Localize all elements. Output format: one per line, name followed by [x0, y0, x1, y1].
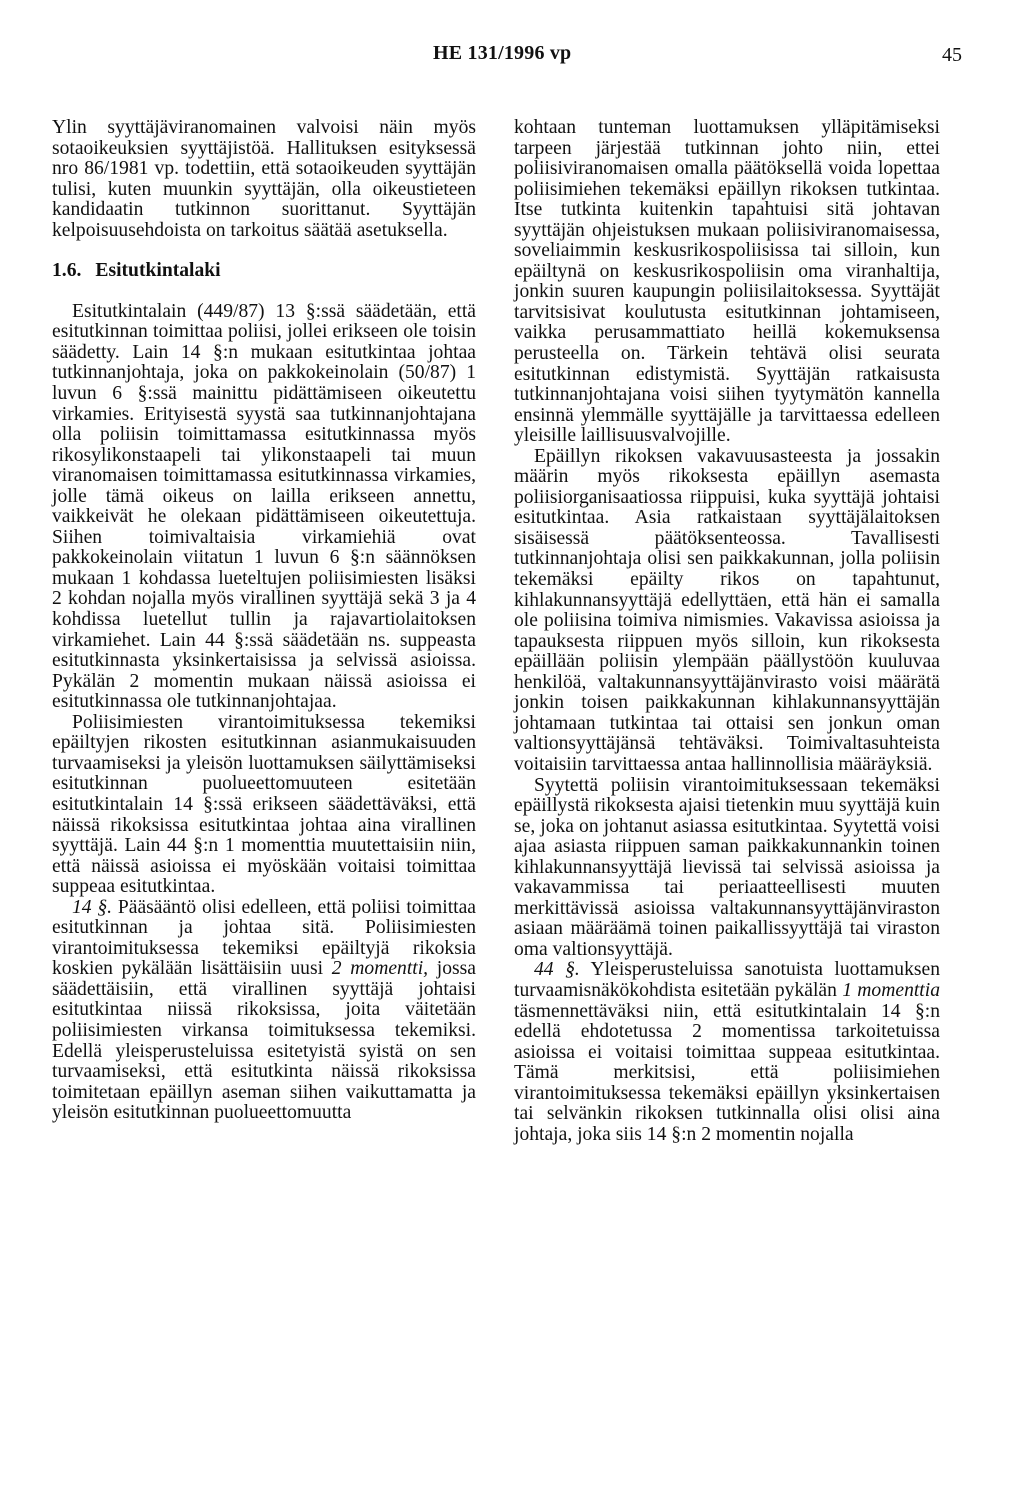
paragraph-text: Pääsääntö olisi edelleen, että poliisi toimittaa esitutkinnan ja johtaa sitä. Poliisimiesten virantoimituksessa tekemiksi epäiltyjä rikoksia koskien pykälään lisättäisiin uusi	[52, 896, 476, 980]
paragraph: Poliisimiesten virantoimituksessa tekemiksi epäiltyjen rikosten esitutkinnan asianmukaisuuden turvaamiseksi ja yleisön luottamuksen säilyttämiseksi esitutkinnan puolueettomuuteen esitetään esitutkintalain 14 §:ssä erikseen säädettäväksi, että näissä rikoksissa esitutkintaa johtaa aina virallinen syyttäjä. Lain 44 §:n 1 momenttia muutettaisiin niin, että näissä asioissa ei myöskään voitaisi toimittaa suppeaa esitutkintaa.	[52, 711, 476, 898]
paragraph: Epäillyn rikoksen vakavuusasteesta ja jossakin määrin myös rikoksesta epäillyn asemasta poliisiorganisaatiossa riippuisi, kuka syyttäjä johtaisi esitutkintaa. Asia ratkaistaan syyttäjälaitoksen sisäisessä päätöksenteossa. Tavallisesti tutkinnanjohtaja olisi sen paikkakunnan, jolla poliisin tekemäksi epäilty rikos on tapahtunut, kihlakunnansyyttäjä edellyttäen, että hän ei samalla ole poliisina toimiva nimismies. Vakavissa asioissa ja tapauksesta riippuen myös silloin, kun rikoksesta epäillään poliisin ylempään päällystöön kuuluvaa henkilöä, valtakunnansyyttäjänvirasto voisi määrätä jonkin toisen paikkakunnan kihlakunnansyyttäjän johtamaan tutkintaa tai ottaisi sen jonkun oman valtionsyyttäjänsä tehtäväksi. Toimivaltasuhteista voitaisiin tarvittaessa antaa hallinnollisia määräyksiä.	[514, 445, 940, 775]
paragraph-text: täsmennettäväksi niin, että esitutkintalain 14 §:n edellä ehdotetussa 2 momentissa tarkoitetuissa asioissa ei voitaisi toimittaa suppeaa esitutkintaa. Tämä merkitsisi, että poliisimiehen virantoimituksessa tekemäksi epäillyn yksinkertaisen tai selvänkin rikoksen tutkinnalla olisi olisi aina johtaja, joka siis 14 §:n 2 momentin nojalla	[514, 1000, 940, 1145]
left-column	[52, 118, 476, 1124]
section-title: Esitutkintalaki	[95, 260, 221, 282]
document-id: HE 131/1996 vp	[433, 42, 572, 64]
section-number: 1.6.	[52, 260, 82, 282]
section-reference: 44 §.	[534, 959, 580, 981]
paragraph: kohtaan tunteman luottamuksen ylläpitämiseksi tarpeen järjestää tutkinnan johto niin, ettei poliisiviranomaisen omalla päätöksellä voida lopettaa poliisimiehen tekemäksi epäillyn rikoksen tutkintaa. Itse tutkinta kuitenkin tapahtuisi sitä johtavan syyttäjän ohjeistuksen mukaan poliisiviranomaisessa, soveliaimmin keskusrikospoliisissa tai silloin, kun epäiltynä on keskusrikospoliisin oma viranhaltija, jonkin suuren kaupungin poliisilaitoksessa. Syyttäjät tarvitsisivat koulutusta esitutkinnan johtamiseen, vaikka perusammattiato heillä kokemuksensa perusteella on. Tärkein tehtävä olisi seurata esitutkinnan edistymistä. Syyttäjän ratkaisusta tutkinnanjohtajana voisi siihen tyytymätön kannella ensinnä ylemmälle syyttäjälle ja tarvittaessa edelleen yleisille laillisuusvalvojille.	[514, 117, 940, 447]
section-reference: 14 §.	[72, 896, 113, 918]
paragraph: Esitutkintalain (449/87) 13 §:ssä säädetään, että esitutkinnan toimittaa poliisi, jollei erikseen ole toisin säädetty. Lain 14 §:n mukaan esitutkintaa johtaa tutkinnanjohtaja, joka on pakkokeinolain (50/87) 1 luvun 6 §:ssä mainittu pidättämiseen oikeutettu virkamies. Erityisestä syystä saa tutkinnanjohtajana olla poliisin toimittamassa esitutkinnassa myös rikosylikonstaapeli tai ylikonstaapeli tai muun viranomaisen toimittamassa esitutkinnassa virkamies, jolle tämä oikeus on lailla erikseen annettu, vaikkeivät he olekaan pidättämiseen oikeutettuja. Siihen toimivaltaisia virkamiehiä ovat pakkokeinolain viitatun 1 luvun 6 §:n säännöksen mukaan 1 kohdassa lueteltujen poliisimiesten lisäksi 2 kohdan nojalla myös virallinen syyttäjä sekä 3 ja 4 kohdissa luetellut tullin ja rajavartiolaitoksen virkamiehet. Lain 44 §:ssä säädetään ns. suppeasta esitutkinnasta yksinkertaisissa ja selvissä asioissa. Pykälän 2 momentin mukaan näissä asioissa ei esitutkinnassa ole tutkinnanjohtajaa.	[52, 300, 476, 713]
paragraph-text: jossa säädettäisiin, että virallinen syyttäjä johtaisi esitutkintaa niissä rikoksissa, joita väitetään poliisimiesten virkansa toimituksessa tekemiksi. Edellä yleisperusteluissa esitetyistä syistä on sen turvaamiseksi, että esitutkinta näissä rikoksissa toimitetaan epäillyn aseman siihen vaikuttamatta ja yleisön esitutkinnan puolueettomuutta	[52, 958, 476, 1124]
paragraph-text: Yleisperusteluissa sanotuista luottamuksen turvaamisnäkökohdista esitetään pykälän	[514, 959, 941, 1001]
emphasis-text: 1 momenttia	[842, 979, 940, 1001]
paragraph: Syytettä poliisin virantoimituksessaan tekemäksi epäillystä rikoksesta ajaisi tietenkin muu syyttäjä kuin se, joka on johtanut asiassa esitutkintaa. Syytettä voisi ajaa asiasta riippuen saman paikkakunnankin toinen kihlakunnansyyttäjä lievissä tai selvissä asioissa ja vakavammissa tai periaatteellisesti muuten merkittävissä asioissa valtakunnansyyttäjänviraston asiaan määräämä toinen paikallissyyttäjä tai viraston oma valtionsyyttäjä.	[514, 774, 940, 960]
page-number: 45	[942, 44, 962, 66]
paragraph: Ylin syyttäjäviranomainen valvoisi näin myös sotaoikeuksien syyttäjistöä. Hallituksen esityksessä nro 86/1981 vp. todettiin, että sotaoikeuden syyttäjän tulisi, kuten muunkin syyttäjän, olla oikeustieteen kandidaatin tutkinnon suorittanut. Syyttäjän kelpoisuusehdoista on tarkoitus säätää asetuksella.	[52, 117, 476, 241]
paragraph	[52, 898, 476, 1124]
section-heading	[52, 261, 476, 282]
page-header	[0, 42, 1024, 72]
paragraph	[514, 960, 940, 1145]
emphasis-text: 2 momentti,	[331, 958, 429, 980]
right-column	[514, 118, 940, 1145]
